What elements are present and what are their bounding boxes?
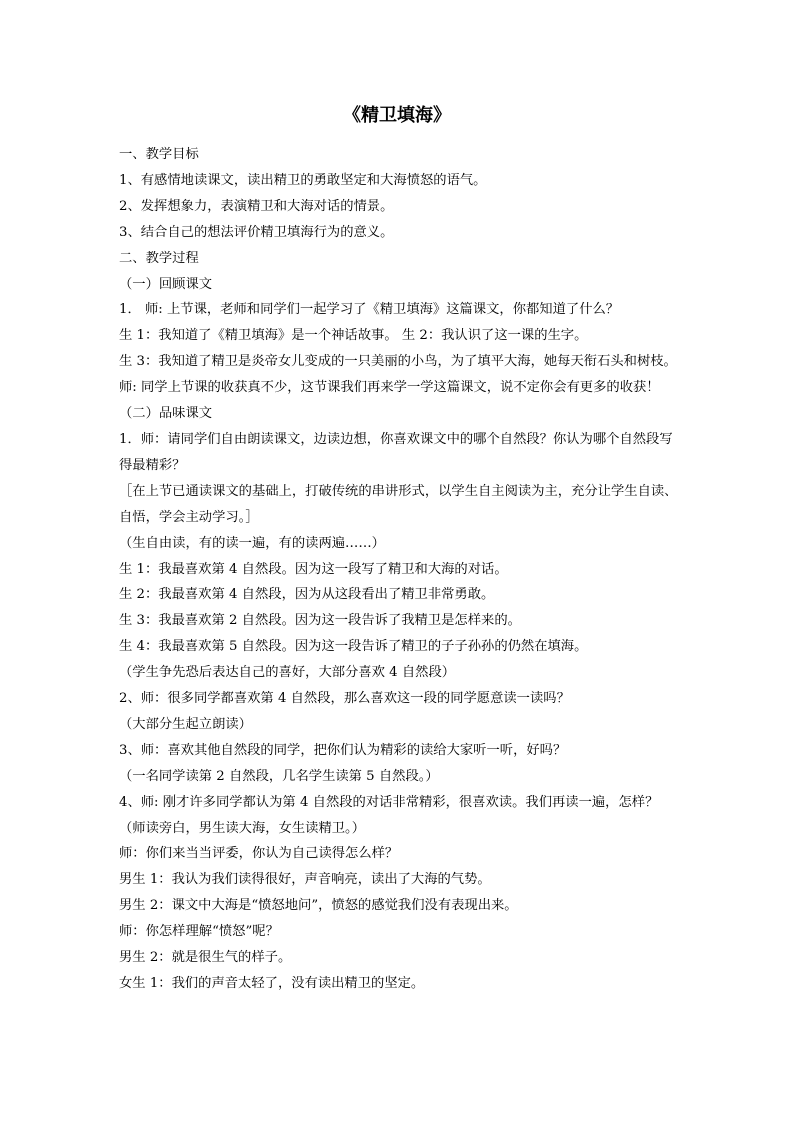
paragraph: （生自由读，有的读一遍，有的读两遍……） — [119, 535, 385, 551]
paragraph: 2、师：很多同学都喜欢第 4 自然段，那么喜欢这一段的同学愿意读一读吗？ — [119, 691, 570, 707]
paragraph: 师：你怎样理解“愤怒”呢？ — [119, 924, 279, 940]
paragraph: 生 1：我知道了《精卫填海》是一个神话故事。 生 2：我认识了这一课的生字。 — [119, 328, 588, 344]
paragraph: 1． 师: 上节课，老师和同学们一起学习了《精卫填海》这篇课文，你都知道了什么？ — [119, 302, 620, 318]
paragraph: 生 2：我最喜欢第 4 自然段，因为从这段看出了精卫非常勇敢。 — [119, 587, 495, 603]
paragraph: 3、师：喜欢其他自然段的同学，把你们认为精彩的读给大家听一听，好吗？ — [119, 742, 567, 758]
paragraph: （大部分生起立朗读） — [119, 716, 252, 732]
paragraph: 4、师: 刚才许多同学都认为第 4 自然段的对话非常精彩，很喜欢读。我们再读一遍，怎样？ — [119, 794, 659, 810]
paragraph: 3、结合自己的想法评价精卫填海行为的意义。 — [119, 224, 394, 240]
paragraph: 生 3：我知道了精卫是炎帝女儿变成的一只美丽的小鸟，为了填平大海，她每天衔石头和树枝。 师: 同学上节课的收获真不少，这节课我们再来学一学这篇课文，说不定你会有更多的收获！ （二）品味课文 — [119, 354, 677, 422]
paragraph: 二、教学过程 — [119, 250, 199, 266]
paragraph: 男生 2：课文中大海是“愤怒地问”，愤怒的感觉我们没有表现出来。 — [119, 898, 518, 914]
paragraph: 生 4：我最喜欢第 5 自然段。因为这一段告诉了精卫的子子孙孙的仍然在填海。 — [119, 639, 588, 655]
paragraph: 女生 1：我们的声音太轻了，没有读出精卫的坚定。 — [119, 976, 425, 991]
paragraph: 2、发挥想象力，表演精卫和大海对话的情景。 — [119, 198, 394, 214]
paragraph: 男生 2：就是很生气的样子。 — [119, 950, 292, 966]
document-body — [119, 142, 684, 997]
paragraph: （一名同学读第 2 自然段，几名学生读第 5 自然段。） — [119, 768, 439, 784]
paragraph: 师：你们来当当评委，你认为自己读得怎么样？ — [119, 846, 399, 862]
paragraph: 生 1：我最喜欢第 4 自然段。因为这一段写了精卫和大海的对话。 — [119, 561, 508, 577]
paragraph: 1．师：请同学们自由朗读课文，边读边想，你喜欢课文中的哪个自然段？你认为哪个自然段写得最精彩？ — [119, 431, 673, 473]
paragraph: 一、教学目标 — [119, 147, 199, 162]
paragraph: 生 3：我最喜欢第 2 自然段。因为这一段告诉了我精卫是怎样来的。 — [119, 613, 521, 629]
paragraph: （师读旁白，男生读大海，女生读精卫。） — [119, 820, 365, 836]
paragraph: 1、有感情地读课文，读出精卫的勇敢坚定和大海愤怒的语气。 — [119, 172, 487, 188]
paragraph: 男生 1：我认为我们读得很好，声音响亮，读出了大海的气势。 — [119, 872, 491, 888]
paragraph: （一）回顾课文 — [119, 276, 213, 292]
document-title: 《精卫填海》 — [343, 105, 451, 126]
paragraph: （学生争先恐后表达自己的喜好，大部分喜欢 4 自然段） — [119, 665, 456, 681]
paragraph: ［在上节已通读课文的基础上，打破传统的串讲形式，以学生自主阅读为主，充分让学生自读、自悟，学会主动学习。］ — [119, 483, 678, 525]
